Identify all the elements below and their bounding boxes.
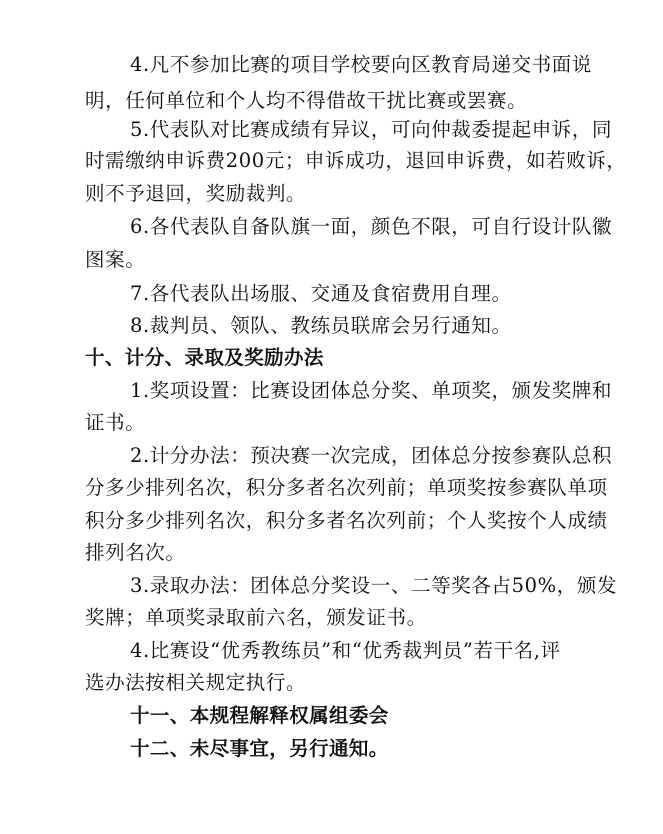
award-4-line-2: 选办法按相关规定执行。 [85, 671, 307, 694]
rule-4-line-1: 4.凡不参加比赛的项目学校要向区教育局递交书面说 [130, 53, 593, 76]
award-2-line-3: 积分多少排列名次，积分多者名次列前；个人奖按个人成绩 [85, 509, 608, 532]
rule-6-line-2: 图案。 [85, 248, 146, 271]
award-3-line-2: 奖牌；单项奖录取前六名，颁发证书。 [85, 606, 427, 629]
section-10-heading: 十、计分、录取及奖励办法 [85, 346, 324, 369]
award-2-line-4: 排列名次。 [85, 541, 186, 564]
section-12-heading: 十二、未尽事宜，另行通知。 [130, 737, 389, 760]
rule-5-line-1: 5.代表队对比赛成绩有异议，可向仲裁委提起申诉，同 [130, 118, 613, 141]
rule-5-line-3: 则不予退回，奖励裁判。 [85, 182, 307, 205]
rule-7-line: 7.各代表队出场服、交通及食宿费用自理。 [130, 282, 512, 305]
section-11-heading: 十一、本规程解释权属组委会 [130, 704, 389, 727]
award-2-line-1: 2.计分办法：预决赛一次完成，团体总分按参赛队总积 [130, 444, 613, 467]
rule-4-line-2: 明，任何单位和个人均不得借故干扰比赛或罢赛。 [85, 89, 528, 112]
award-4-line-1: 4.比赛设“优秀教练员”和“优秀裁判员”若干名,评 [130, 639, 561, 662]
rule-6-line-1: 6.各代表队自备队旗一面，颜色不限，可自行设计队徽 [130, 215, 613, 238]
rule-8-line: 8.裁判员、领队、教练员联席会另行通知。 [130, 314, 512, 337]
award-1-line-1: 1.奖项设置：比赛设团体总分奖、单项奖，颁发奖牌和 [130, 379, 613, 402]
award-3-line-1: 3.录取办法：团体总分奖设一、二等奖各占50%，颁发 [130, 574, 618, 597]
award-1-line-2: 证书。 [85, 411, 146, 434]
award-2-line-2: 分多少排列名次，积分多者名次列前；单项奖按参赛队单项 [85, 476, 608, 499]
rule-5-line-2: 时需缴纳申诉费200元；申诉成功，退回申诉费，如若败诉， [85, 149, 627, 172]
